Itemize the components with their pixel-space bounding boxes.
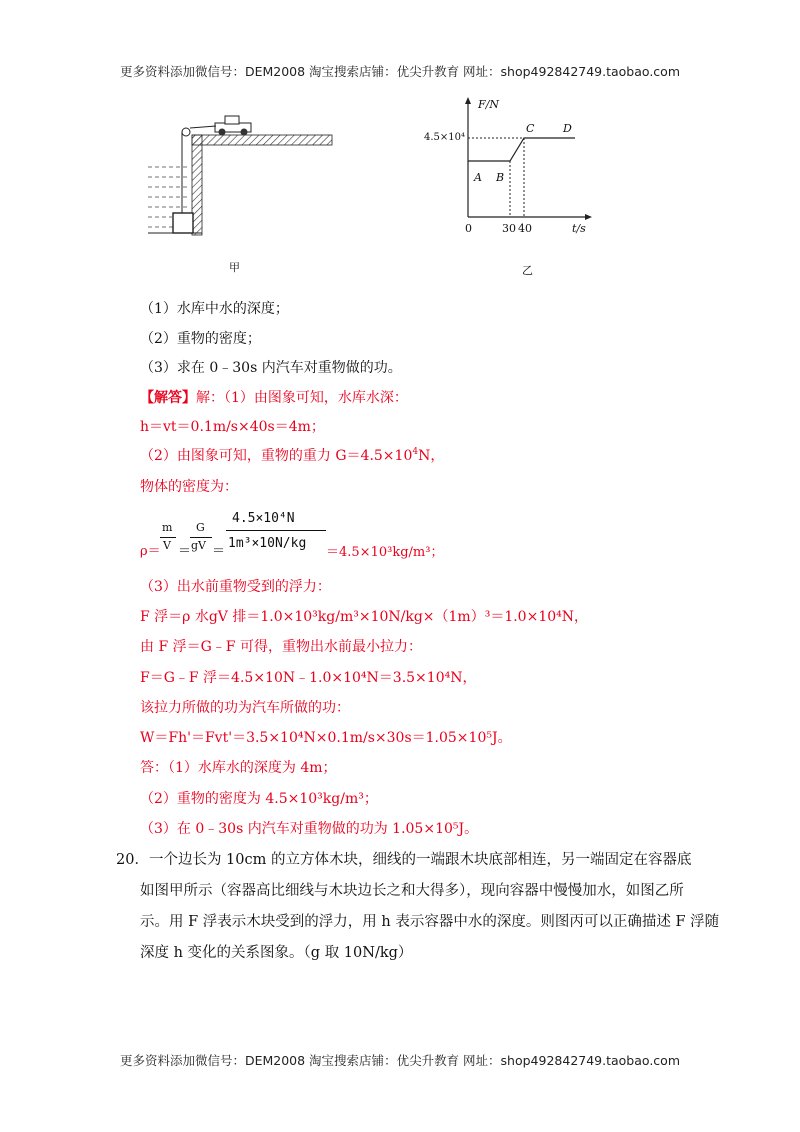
graph-x-axis-label: t/s xyxy=(572,222,586,235)
answer-line-3: （2）由图象可知，重物的重力 $G=4.5\times 10^4N$， xyxy=(140,447,445,464)
answer-tag: 【解答】 xyxy=(140,390,196,406)
graph-y-axis-label: F/N xyxy=(478,98,499,111)
question-2: （2）重物的密度； xyxy=(140,331,261,347)
answer-line-2: h＝vt＝0.1m/s×40s＝4m； xyxy=(140,419,325,435)
q20-line-4: 深度 h 变化的关系图象。（g 取 10N/kg） xyxy=(140,945,413,961)
graph-y-tick: 4.5×10⁴ xyxy=(424,132,466,143)
answer-line-13: （3）在 0﹣30s 内汽车对重物做的功为 1.05×10⁵J。 xyxy=(140,821,479,837)
answer-line-1: 【解答】解：（1）由图象可知，水库水深： xyxy=(140,390,408,406)
answer-line-6: F 浮＝ρ 水gV 排＝1.0×10³kg/m³×10N/kg×（1m）³＝1.0×10⁴N， xyxy=(140,609,588,625)
answer-line-4: 物体的密度为： xyxy=(140,479,238,495)
graph-point-d: D xyxy=(563,122,572,135)
answer-line-12: （2）重物的密度为 4.5×10³kg/m³； xyxy=(140,791,378,807)
answer-line-11: 答：（1）水库水的深度为 4m； xyxy=(140,760,337,776)
graph-x-tick-40: 40 xyxy=(518,222,532,235)
graph-x-tick-0: 0 xyxy=(465,222,472,235)
figure-b-caption: 乙 xyxy=(522,264,533,277)
q20-line-3: 示。用 F 浮表示木块受到的浮力，用 h 表示容器中水的深度。则图丙可以正确描述 F 浮随 xyxy=(140,914,720,930)
question-1: （1）水库中水的深度； xyxy=(140,301,289,317)
graph-point-c: C xyxy=(526,122,535,135)
graph-x-tick-30: 30 xyxy=(502,222,516,235)
q20-line-1: 20．一个边长为 10cm 的立方体木块，细线的一端跟木块底部相连，另一端固定在容器底 xyxy=(116,852,692,868)
question-3: （3）求在 0﹣30s 内汽车对重物做的功。 xyxy=(140,360,402,376)
answer-line-10: W＝Fh'＝Fvt'＝3.5×10⁴N×0.1m/s×30s＝1.05×10⁵J。 xyxy=(140,730,512,746)
answer-line-8: F＝G﹣F 浮＝4.5×10N﹣1.0×10⁴N＝3.5×10⁴N， xyxy=(140,670,477,686)
answer-line-7: 由 F 浮＝G﹣F 可得，重物出水前最小拉力： xyxy=(140,639,422,655)
page-header: 更多资料添加微信号：DEM2008 淘宝搜索店铺：优尖升教育 网址：shop492842749.taobao.com xyxy=(119,64,681,79)
answer-line-9: 该拉力所做的功为汽车所做的功： xyxy=(140,700,350,716)
q20-line-2: 如图甲所示（容器高比细线与木块边长之和大得多），现向容器中慢慢加水，如图乙所 xyxy=(140,883,684,899)
graph-point-b: B xyxy=(496,171,505,184)
figure-crane-diagram xyxy=(140,105,340,245)
graph-point-a: A xyxy=(474,171,482,184)
figure-a-caption: 甲 xyxy=(229,261,240,274)
answer-line-5: （3）出水前重物受到的浮力： xyxy=(140,579,331,595)
page-footer: 更多资料添加微信号：DEM2008 淘宝搜索店铺：优尖升教育 网址：shop492842749.taobao.com xyxy=(119,1053,681,1068)
